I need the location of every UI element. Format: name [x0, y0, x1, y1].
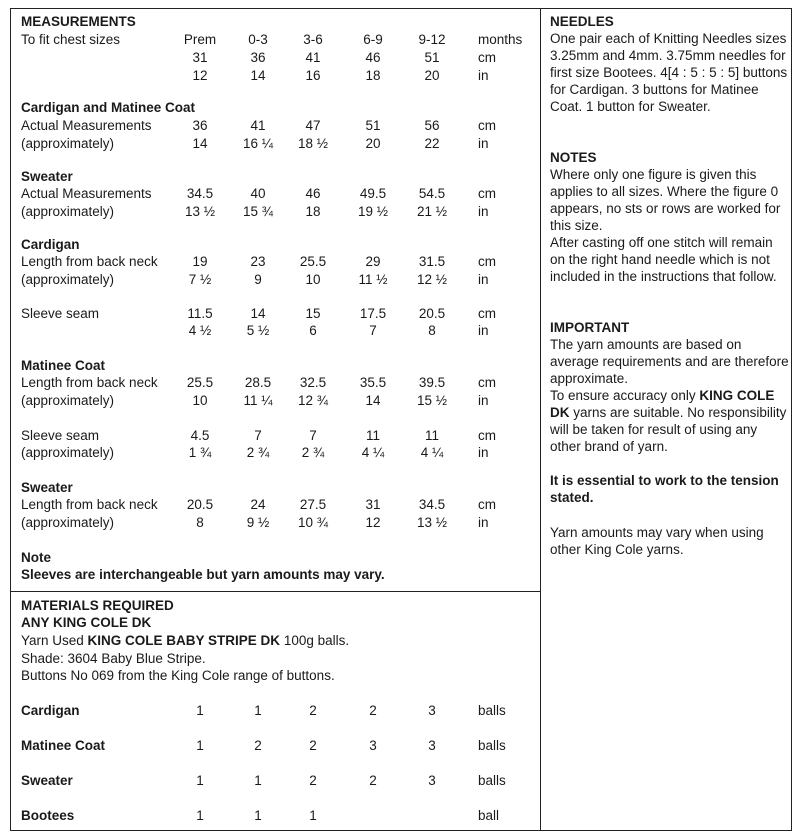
unit-label: cm: [478, 254, 496, 269]
row-label: Actual Measurements: [21, 118, 152, 133]
chest-in: 16: [305, 68, 321, 83]
value-cell: 19: [192, 254, 208, 269]
row-label: (approximately): [21, 445, 115, 460]
yarn-row-label: Sweater: [21, 773, 73, 788]
value-cell: 31.5: [418, 254, 446, 269]
section-heading: Cardigan and Matinee Coat: [21, 100, 196, 115]
unit-label: in: [478, 445, 489, 460]
value-cell: 4 ½: [188, 323, 212, 338]
row-label: (approximately): [21, 136, 115, 151]
shade-line: Shade: 3604 Baby Blue Stripe.: [21, 651, 206, 666]
value-cell: 8: [428, 323, 436, 338]
yarn-cell: 2: [309, 703, 317, 718]
value-cell: 47: [305, 118, 321, 133]
unit-label: in: [478, 272, 489, 287]
value-cell: 14: [192, 136, 208, 151]
size-header: 6-9: [363, 32, 383, 47]
notes-text: After casting off one stitch will remain on the right hand needle which is not included in the instructions that follow.: [550, 235, 777, 284]
value-cell: 15 ¾: [242, 204, 274, 219]
accuracy-prefix: To ensure accuracy only: [550, 388, 700, 403]
materials-heading: MATERIALS REQUIRED: [21, 598, 174, 613]
value-cell: 40: [250, 186, 266, 201]
value-cell: 7 ½: [188, 272, 212, 287]
chest-cm: 46: [365, 50, 381, 65]
unit-label: months: [478, 32, 523, 47]
row-label: Sleeve seam: [21, 306, 100, 321]
row-label: Length from back neck: [21, 254, 158, 269]
chest-in: 14: [250, 68, 266, 83]
value-cell: 7: [309, 428, 317, 443]
vary-note: Yarn amounts may vary when using other King Cole yarns.: [550, 525, 764, 557]
note-text: Sleeves are interchangeable but yarn amounts may vary.: [21, 567, 385, 582]
value-cell: 49.5: [359, 186, 387, 201]
value-cell: 11: [365, 428, 380, 443]
yarn-cell: 3: [428, 738, 436, 753]
row-label: (approximately): [21, 393, 115, 408]
value-cell: 7: [369, 323, 377, 338]
yarn-cell: 3: [369, 738, 377, 753]
value-cell: 41: [250, 118, 266, 133]
value-cell: 56: [424, 118, 440, 133]
yarn-cell: 2: [254, 738, 262, 753]
value-cell: 34.5: [418, 497, 446, 512]
row-label: Length from back neck: [21, 497, 158, 512]
chest-cm: 31: [192, 50, 208, 65]
value-cell: 9: [254, 272, 262, 287]
yarn-row-label: Bootees: [21, 808, 75, 823]
buttons-line: Buttons No 069 from the King Cole range of buttons.: [21, 668, 335, 683]
measurements-heading: MEASUREMENTS: [21, 14, 136, 29]
value-cell: 16 ¼: [242, 136, 274, 151]
value-cell: 29: [365, 254, 381, 269]
section-heading: Sweater: [21, 169, 73, 184]
unit-label: cm: [478, 375, 496, 390]
note-heading: Note: [21, 550, 51, 565]
value-cell: 4 ¼: [420, 445, 444, 460]
row-label: (approximately): [21, 515, 115, 530]
important-text: [550, 387, 790, 455]
size-header: Prem: [183, 32, 217, 47]
value-cell: 20: [365, 136, 381, 151]
yarn-cell: 2: [309, 773, 317, 788]
unit-label: in: [478, 515, 489, 530]
unit-label: cm: [478, 50, 496, 65]
yarn-unit: ball: [478, 808, 500, 823]
value-cell: 2 ¾: [301, 445, 325, 460]
value-cell: 20.5: [418, 306, 446, 321]
section-heading: Sweater: [21, 480, 73, 495]
value-cell: 9 ½: [246, 515, 270, 530]
yarn-cell: 1: [196, 703, 204, 718]
yarn-suffix: 100g balls.: [280, 633, 350, 648]
needles-text: One pair each of Knitting Needles sizes 3.25mm and 4mm. 3.75mm needles for first size Bootees. 4[4 : 5 : 5 : 5] buttons for Cardigan. 3 buttons for Matinee Coat. 1 button for Sweater.: [550, 31, 788, 114]
value-cell: 24: [250, 497, 266, 512]
size-header: 9-12: [418, 32, 446, 47]
yarn-line: [21, 632, 349, 649]
tension-note: It is essential to work to the tension stated.: [550, 473, 779, 505]
value-cell: 19 ½: [357, 204, 389, 219]
unit-label: in: [478, 323, 489, 338]
yarn-row-label: Cardigan: [21, 703, 80, 718]
value-cell: 39.5: [418, 375, 446, 390]
value-cell: 4.5: [190, 428, 210, 443]
value-cell: 23: [250, 254, 266, 269]
value-cell: 22: [424, 136, 440, 151]
yarn-cell: 1: [196, 738, 204, 753]
yarn-cell: 3: [428, 773, 436, 788]
yarn-cell: 2: [369, 773, 377, 788]
section-heading: Matinee Coat: [21, 358, 106, 373]
value-cell: 35.5: [359, 375, 387, 390]
value-cell: 15 ½: [416, 393, 448, 408]
yarn-unit: balls: [478, 703, 506, 718]
important-text: The yarn amounts are based on average requirements and are therefore approximate.: [550, 337, 789, 386]
unit-label: in: [478, 68, 489, 83]
value-cell: 31: [365, 497, 381, 512]
value-cell: 13 ½: [184, 204, 216, 219]
chest-cm: 36: [250, 50, 266, 65]
row-label: (approximately): [21, 204, 115, 219]
chest-in: 20: [424, 68, 440, 83]
chest-in: 18: [365, 68, 381, 83]
row-label: Sleeve seam: [21, 428, 100, 443]
unit-label: in: [478, 393, 489, 408]
yarn-cell: 1: [254, 808, 262, 823]
value-cell: 14: [250, 306, 266, 321]
value-cell: 27.5: [299, 497, 327, 512]
value-cell: 5 ½: [246, 323, 270, 338]
chest-cm: 41: [305, 50, 321, 65]
value-cell: 8: [196, 515, 204, 530]
yarn-cell: 1: [254, 703, 262, 718]
yarn-cell: 3: [428, 703, 436, 718]
notes-heading: NOTES: [550, 150, 597, 165]
value-cell: 6: [309, 323, 317, 338]
important-heading: IMPORTANT: [550, 320, 630, 335]
accuracy-suffix: yarns are suitable. No responsibility will be taken for result of using any other brand of yarn.: [550, 405, 787, 454]
value-cell: 54.5: [418, 186, 446, 201]
needles-section: [550, 13, 790, 115]
value-cell: 1 ¾: [188, 445, 212, 460]
value-cell: 2 ¾: [246, 445, 270, 460]
value-cell: 36: [192, 118, 208, 133]
yarn-cell: 2: [309, 738, 317, 753]
value-cell: 10: [192, 393, 208, 408]
yarn-cell: 1: [254, 773, 262, 788]
unit-label: cm: [478, 306, 496, 321]
section-heading: Cardigan: [21, 237, 80, 252]
yarn-unit: balls: [478, 738, 506, 753]
chest-in: 12: [192, 68, 208, 83]
value-cell: 18 ½: [297, 136, 329, 151]
value-cell: 17.5: [359, 306, 387, 321]
unit-label: cm: [478, 118, 496, 133]
value-cell: 28.5: [244, 375, 272, 390]
materials-subheading: ANY KING COLE DK: [21, 615, 152, 630]
yarn-cell: 1: [309, 808, 317, 823]
yarn-cell: 2: [369, 703, 377, 718]
yarn-cell: 1: [196, 773, 204, 788]
value-cell: 18: [305, 204, 321, 219]
value-cell: 51: [365, 118, 381, 133]
value-cell: 25.5: [299, 254, 327, 269]
yarn-cell: 1: [196, 808, 204, 823]
value-cell: 10: [305, 272, 321, 287]
unit-label: in: [478, 204, 489, 219]
value-cell: 15: [305, 306, 321, 321]
value-cell: 13 ½: [416, 515, 448, 530]
size-header: 0-3: [248, 32, 268, 47]
row-label: Length from back neck: [21, 375, 158, 390]
value-cell: 11: [424, 428, 439, 443]
chest-label: To fit chest sizes: [21, 32, 121, 47]
value-cell: 12 ½: [416, 272, 448, 287]
value-cell: 4 ¼: [361, 445, 385, 460]
value-cell: 34.5: [186, 186, 214, 201]
yarn-name: KING COLE BABY STRIPE DK: [87, 633, 281, 648]
chest-cm: 51: [424, 50, 440, 65]
unit-label: cm: [478, 497, 496, 512]
notes-section: [550, 149, 790, 285]
value-cell: 20.5: [186, 497, 214, 512]
value-cell: 7: [254, 428, 262, 443]
notes-text: Where only one figure is given this applies to all sizes. Where the figure 0 appears, no sts or rows are worked for this size.: [550, 167, 781, 233]
accuracy-brand: KING COLE DK: [550, 388, 775, 420]
yarn-prefix: Yarn Used: [21, 633, 88, 648]
value-cell: 11 ¼: [243, 393, 273, 408]
unit-label: cm: [478, 186, 496, 201]
value-cell: 11 ½: [358, 272, 388, 287]
value-cell: 32.5: [299, 375, 327, 390]
value-cell: 11.5: [187, 306, 213, 321]
unit-label: in: [478, 136, 489, 151]
size-header: 3-6: [303, 32, 323, 47]
value-cell: 10 ¾: [297, 515, 329, 530]
unit-label: cm: [478, 428, 496, 443]
value-cell: 46: [305, 186, 321, 201]
needles-heading: NEEDLES: [550, 14, 614, 29]
important-section: [550, 319, 790, 455]
value-cell: 14: [365, 393, 381, 408]
row-label: (approximately): [21, 272, 115, 287]
yarn-row-label: Matinee Coat: [21, 738, 106, 753]
yarn-unit: balls: [478, 773, 506, 788]
value-cell: 25.5: [186, 375, 214, 390]
row-label: Actual Measurements: [21, 186, 152, 201]
value-cell: 21 ½: [416, 204, 448, 219]
value-cell: 12: [365, 515, 381, 530]
value-cell: 12 ¾: [297, 393, 329, 408]
